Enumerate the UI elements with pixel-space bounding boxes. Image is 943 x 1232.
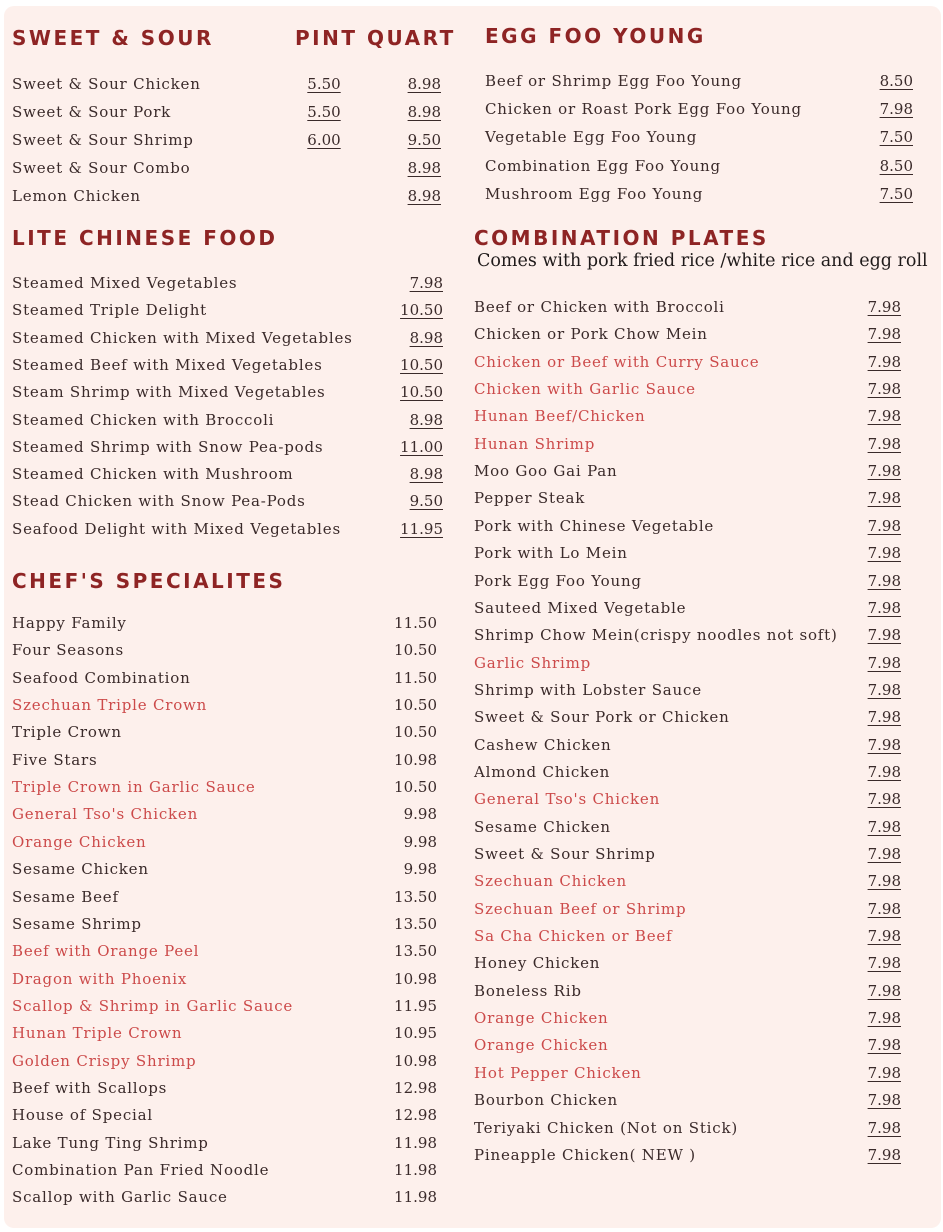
menu-item-name: Sweet & Sour Chicken <box>12 75 201 93</box>
item-price: 10.98 <box>394 969 437 988</box>
item-price: 9.98 <box>403 832 437 851</box>
item-price: 7.98 <box>867 626 901 645</box>
item-price: 9.50 <box>409 492 443 511</box>
menu-item-name: Triple Crown <box>12 723 122 742</box>
item-price: 9.98 <box>403 860 437 879</box>
item-price: 8.98 <box>409 465 443 484</box>
menu-item-name: Beef with Orange Peel <box>12 942 200 961</box>
item-price: 11.98 <box>394 1133 437 1152</box>
menu-item-name: Seafood Combination <box>12 668 191 687</box>
menu-item-name: Combination Pan Fried Noodle <box>12 1161 270 1179</box>
menu-item-name: Orange Chicken <box>474 1036 609 1055</box>
quart-price: 8.98 <box>407 75 441 93</box>
item-price: 7.50 <box>879 184 913 203</box>
menu-item-name: Beef with Scallops <box>12 1078 168 1097</box>
menu-item-name: Sweet & Sour Pork or Chicken <box>474 708 730 727</box>
item-price: 7.98 <box>867 1091 901 1110</box>
menu-item-name: Bourbon Chicken <box>474 1091 618 1110</box>
item-price: 10.95 <box>394 1024 437 1043</box>
item-price: 7.98 <box>867 954 901 973</box>
menu-item-name: Orange Chicken <box>12 832 147 851</box>
column-header-pint: PINT <box>295 26 358 50</box>
item-price: 7.98 <box>867 680 901 699</box>
menu-item-name: Steamed Triple Delight <box>12 301 207 320</box>
item-price: 7.98 <box>867 1145 901 1164</box>
pint-price: 6.00 <box>307 131 341 149</box>
item-price: 7.98 <box>867 352 901 371</box>
item-price: 10.50 <box>400 355 443 374</box>
item-price: 7.98 <box>867 298 901 316</box>
menu-item-name: Seafood Delight with Mixed Vegetables <box>12 519 341 538</box>
menu-item-name: Happy Family <box>12 614 127 632</box>
item-price: 13.50 <box>394 914 437 933</box>
quart-price: 8.98 <box>407 187 441 205</box>
menu-item-name: Sweet & Sour Pork <box>12 103 172 121</box>
item-price: 7.98 <box>867 899 901 918</box>
item-price: 7.98 <box>867 790 901 809</box>
item-price: 12.98 <box>394 1078 437 1097</box>
item-price: 7.98 <box>867 544 901 563</box>
item-price: 10.50 <box>400 383 443 402</box>
item-price: 7.98 <box>867 516 901 535</box>
menu-item-name: Hunan Triple Crown <box>12 1024 183 1043</box>
menu-item-name: Shrimp Chow Mein(crispy noodles not soft) <box>474 626 838 645</box>
item-price: 9.98 <box>403 805 437 824</box>
menu-item-name: Pork Egg Foo Young <box>474 571 642 590</box>
item-price: 7.98 <box>867 1009 901 1028</box>
item-price: 11.50 <box>394 668 437 687</box>
item-price: 7.98 <box>867 1063 901 1082</box>
menu-item-name: Hot Pepper Chicken <box>474 1063 642 1082</box>
menu-item-name: Hunan Beef/Chicken <box>474 407 646 426</box>
item-price: 7.98 <box>867 489 901 508</box>
menu-page <box>4 6 941 1228</box>
menu-item-name: Steamed Mixed Vegetables <box>12 274 238 292</box>
section-title: CHEF'S SPECIALITES <box>12 569 286 593</box>
menu-item-name: Chicken or Beef with Curry Sauce <box>474 352 760 371</box>
item-price: 7.98 <box>867 598 901 617</box>
item-price: 7.98 <box>867 817 901 836</box>
column-header-quart: QUART <box>367 26 456 50</box>
menu-item-name: Boneless Rib <box>474 981 582 1000</box>
item-price: 7.98 <box>867 407 901 426</box>
menu-item-name: Sauteed Mixed Vegetable <box>474 598 687 617</box>
item-price: 8.98 <box>409 410 443 429</box>
menu-item-name: Pork with Lo Mein <box>474 544 628 563</box>
item-price: 7.98 <box>867 762 901 781</box>
menu-item-name: Pineapple Chicken( NEW ) <box>474 1145 696 1164</box>
item-price: 7.98 <box>867 845 901 863</box>
item-price: 11.95 <box>400 519 443 538</box>
menu-item-name: Pepper Steak <box>474 489 586 508</box>
item-price: 12.98 <box>394 1106 437 1125</box>
item-price: 7.98 <box>867 434 901 453</box>
item-price: 7.98 <box>867 872 901 891</box>
menu-item-name: Lake Tung Ting Shrimp <box>12 1133 209 1152</box>
menu-item-name: Vegetable Egg Foo Young <box>485 128 698 147</box>
menu-item-name: Steam Shrimp with Mixed Vegetables <box>12 383 326 402</box>
item-price: 10.98 <box>394 750 437 769</box>
menu-item-name: Pork with Chinese Vegetable <box>474 516 715 535</box>
menu-item-name: Sesame Beef <box>12 887 119 906</box>
item-price: 7.98 <box>879 100 913 119</box>
item-price: 10.50 <box>394 778 437 797</box>
item-price: 11.95 <box>394 996 437 1015</box>
item-price: 7.98 <box>867 708 901 727</box>
item-price: 10.50 <box>400 301 443 320</box>
menu-item-name: Triple Crown in Garlic Sauce <box>12 778 256 797</box>
item-price: 10.50 <box>394 641 437 660</box>
menu-item-name: Szechuan Chicken <box>474 872 627 891</box>
menu-item-name: Sesame Chicken <box>12 860 149 879</box>
menu-item-name: Szechuan Beef or Shrimp <box>474 899 687 918</box>
item-price: 7.98 <box>867 927 901 946</box>
item-price: 10.50 <box>394 696 437 715</box>
section-title: LITE CHINESE FOOD <box>12 226 278 250</box>
menu-item-name: Sa Cha Chicken or Beef <box>474 927 673 946</box>
menu-item-name: Steamed Chicken with Mixed Vegetables <box>12 328 353 347</box>
menu-item-name: Five Stars <box>12 750 98 769</box>
item-price: 7.98 <box>867 462 901 481</box>
menu-item-name: General Tso's Chicken <box>474 790 661 809</box>
menu-item-name: Mushroom Egg Foo Young <box>485 184 704 203</box>
menu-item-name: Szechuan Triple Crown <box>12 696 208 715</box>
menu-item-name: House of Special <box>12 1106 153 1125</box>
menu-item-name: General Tso's Chicken <box>12 805 199 824</box>
item-price: 7.98 <box>867 653 901 672</box>
menu-item-name: Sesame Shrimp <box>12 914 142 933</box>
item-price: 10.98 <box>394 1051 437 1070</box>
menu-item-name: Honey Chicken <box>474 954 601 973</box>
menu-item-name: Sweet & Sour Shrimp <box>12 131 194 149</box>
menu-item-name: Sweet & Sour Shrimp <box>474 845 656 863</box>
menu-item-name: Moo Goo Gai Pan <box>474 462 618 481</box>
quart-price: 8.98 <box>407 159 441 177</box>
item-price: 7.98 <box>867 1118 901 1137</box>
pint-price: 5.50 <box>307 103 341 121</box>
menu-item-name: Golden Crispy Shrimp <box>12 1051 197 1070</box>
quart-price: 8.98 <box>407 103 441 121</box>
menu-item-name: Almond Chicken <box>474 762 611 781</box>
menu-item-name: Steamed Shrimp with Snow Pea-pods <box>12 437 324 456</box>
menu-item-name: Hunan Shrimp <box>474 434 596 453</box>
item-price: 7.98 <box>867 380 901 399</box>
menu-item-name: Scallop & Shrimp in Garlic Sauce <box>12 996 294 1015</box>
item-price: 7.98 <box>867 981 901 1000</box>
menu-item-name: Chicken or Pork Chow Mein <box>474 325 708 344</box>
menu-item-name: Sesame Chicken <box>474 817 611 836</box>
section-title: COMBINATION PLATES <box>474 226 769 250</box>
menu-item-name: Chicken with Garlic Sauce <box>474 380 696 399</box>
item-price: 11.98 <box>394 1161 437 1179</box>
menu-item-name: Cashew Chicken <box>474 735 612 754</box>
quart-price: 9.50 <box>407 131 441 149</box>
menu-item-name: Steamed Chicken with Mushroom <box>12 465 294 484</box>
menu-item-name: Steamed Beef with Mixed Vegetables <box>12 355 323 374</box>
item-price: 7.98 <box>867 735 901 754</box>
item-price: 13.50 <box>394 887 437 906</box>
section-title: EGG FOO YOUNG <box>485 24 706 48</box>
item-price: 7.98 <box>867 571 901 590</box>
menu-item-name: Lemon Chicken <box>12 187 141 205</box>
item-price: 10.50 <box>394 723 437 742</box>
menu-item-name: Beef or Chicken with Broccoli <box>474 298 725 316</box>
item-price: 8.98 <box>409 328 443 347</box>
menu-item-name: Orange Chicken <box>474 1009 609 1028</box>
item-price: 8.50 <box>879 156 913 175</box>
menu-item-name: Garlic Shrimp <box>474 653 591 672</box>
item-price: 7.98 <box>409 274 443 292</box>
item-price: 11.50 <box>394 614 437 632</box>
section-subtitle: Comes with pork fried rice /white rice and egg roll <box>477 251 928 271</box>
menu-item-name: Chicken or Roast Pork Egg Foo Young <box>485 100 802 119</box>
menu-item-name: Stead Chicken with Snow Pea-Pods <box>12 492 306 511</box>
menu-item-name: Scallop with Garlic Sauce <box>12 1188 228 1207</box>
item-price: 8.50 <box>879 72 913 90</box>
item-price: 11.00 <box>400 437 443 456</box>
menu-item-name: Beef or Shrimp Egg Foo Young <box>485 72 742 90</box>
pint-price: 5.50 <box>307 75 341 93</box>
menu-item-name: Dragon with Phoenix <box>12 969 188 988</box>
section-title: SWEET & SOUR <box>12 26 214 50</box>
item-price: 7.50 <box>879 128 913 147</box>
item-price: 13.50 <box>394 942 437 961</box>
menu-item-name: Teriyaki Chicken (Not on Stick) <box>474 1118 738 1137</box>
menu-item-name: Combination Egg Foo Young <box>485 156 721 175</box>
menu-item-name: Four Seasons <box>12 641 124 660</box>
item-price: 11.98 <box>394 1188 437 1207</box>
menu-item-name: Steamed Chicken with Broccoli <box>12 410 275 429</box>
item-price: 7.98 <box>867 1036 901 1055</box>
menu-item-name: Sweet & Sour Combo <box>12 159 191 177</box>
menu-item-name: Shrimp with Lobster Sauce <box>474 680 702 699</box>
item-price: 7.98 <box>867 325 901 344</box>
